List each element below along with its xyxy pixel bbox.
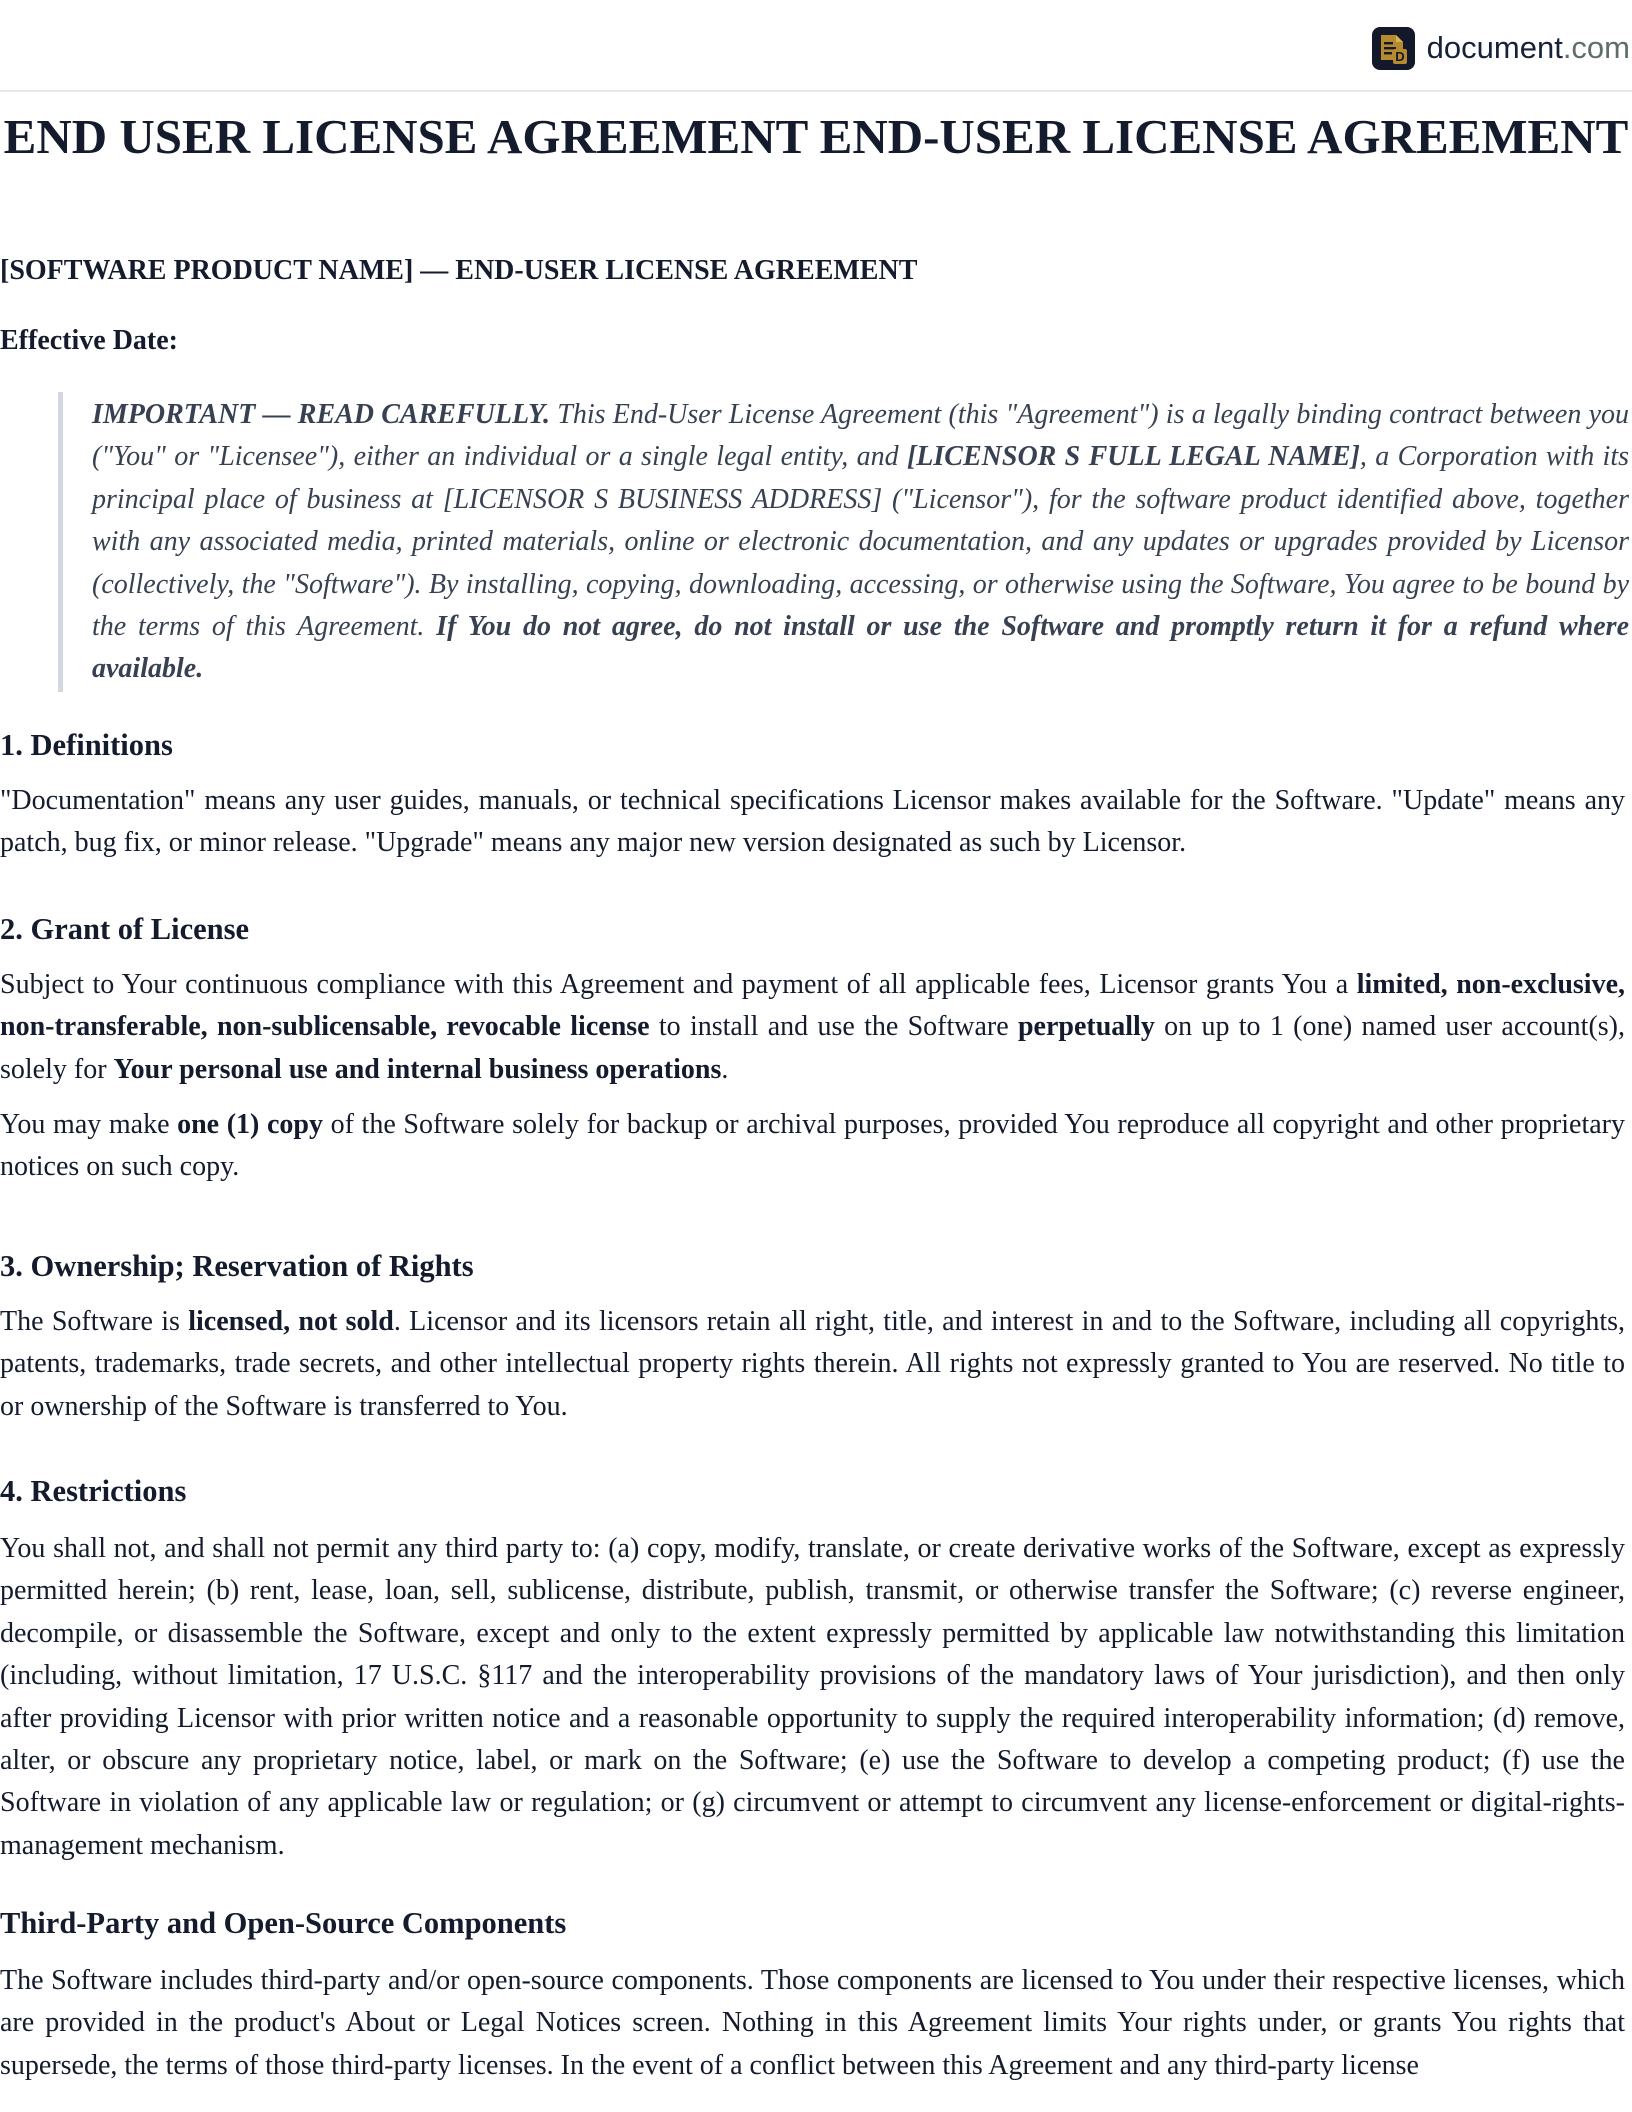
document-subtitle: [SOFTWARE PRODUCT NAME] — END-USER LICENSE AGREEMENT (0, 255, 918, 286)
licensor-name: [LICENSOR S FULL LEGAL NAME] (906, 441, 1360, 473)
grant-paragraph-1: Subject to Your continuous compliance with this Agreement and payment of all applicable fees, Licensor grants You a limited, non-exclusive, non-transferable, non-sublicensable, revocable license to install and use the Software perpetually on up to 1 (one) named user account(s), solely for Your personal use and internal business operations. (0, 969, 1625, 1085)
grant-paragraph-2: You may make one (1) copy of the Software solely for backup or archival purposes, provided You reproduce all copyright and other proprietary notices on such copy. (0, 1109, 1625, 1183)
section-heading-grant: 2. Grant of License (0, 912, 250, 946)
section-heading-definitions: 1. Definitions (0, 728, 173, 762)
notice-text (92, 392, 1629, 691)
effective-date-label: Effective Date: (0, 325, 179, 356)
section-heading-third-party: Third-Party and Open-Source Components (0, 1906, 567, 1940)
definitions-text: "Documentation" means any user guides, manuals, or technical specifications Licensor makes available for the Software. "Update" means any patch, bug fix, or minor release. "Upgrade" means any major new version designated as such by Licensor. (0, 785, 1625, 859)
ownership-text: The Software is licensed, not sold. Licensor and its licensors retain all right, title, and interest in and to the Software, including all copyrights, patents, trademarks, trade secrets, and other intellectual property rights therein. All rights not expressly granted to You are reserved. No title to or ownership of the Software is transferred to You. (0, 1306, 1625, 1422)
notice-closing: If You do not agree, do not install or use the Software and promptly return it for a refund where available. (92, 611, 1629, 685)
document-title: END USER LICENSE AGREEMENT END-USER LICENSE AGREEMENT (3, 109, 1629, 164)
svg-text:D: D (1394, 48, 1405, 64)
section-heading-restrictions: 4. Restrictions (0, 1474, 187, 1508)
restrictions-text: You shall not, and shall not permit any third party to: (a) copy, modify, translate, or create derivative works of the Software, except as expressly permitted herein; (b) rent, lease, loan, sell, sublicense, distribute, publish, transmit, or otherwise transfer the Software; (c) reverse engineer, decompile, or disassemble the Software, except and only to the extent expressly permitted by applicable law notwithstanding this limitation (including, without limitation, 17 U.S.C. §117 and the interoperability provisions of the mandatory laws of Your jurisdiction), and then only after providing Licensor with prior written notice and a reasonable opportunity to supply the required interoperability information; (d) remove, alter, or obscure any proprietary notice, label, or mark on the Software; (e) use the Software to develop a competing product; (f) use the Software in violation of any applicable law or regulation; or (g) circumvent or attempt to circumvent any license-enforcement or digital-rights-management mechanism. (0, 1533, 1625, 1861)
brand-logo-link[interactable] (1372, 26, 1630, 70)
brand-name: document.com (1426, 30, 1630, 65)
document-logo-icon (1372, 27, 1415, 70)
important-notice (58, 392, 1632, 692)
notice-lead: IMPORTANT — READ CAREFULLY. (92, 399, 551, 430)
notice-text-2: , a Corporation with its principal place of business at [LICENSOR S BUSINESS ADDRESS] ("Licensor"), for the software product identified above, together with any associated media, printed materials, online or electronic documentation, and any updates or upgrades provided by Licensor (collectively, the "Software"). By installing, copying, downloading, accessing, or otherwise using the Software, You agree to be bound by the terms of this Agreement. (92, 441, 1629, 643)
notice-text-1: This End-User License Agreement (this "Agreement") is a legally binding contract between you ("You" or "Licensee"), either an individual or a single legal entity, and (92, 399, 1629, 473)
third-party-text: The Software includes third-party and/or open-source components. Those components are licensed to You under their respective licenses, which are provided in the product's About or Legal Notices screen. Nothing in this Agreement limits Your rights under, or grants You rights that supersede, the terms of those third-party licenses. In the event of a conflict between this Agreement and any third-party license (0, 1965, 1625, 2081)
top-bar (0, 0, 1632, 92)
section-heading-ownership: 3. Ownership; Reservation of Rights (0, 1249, 474, 1283)
